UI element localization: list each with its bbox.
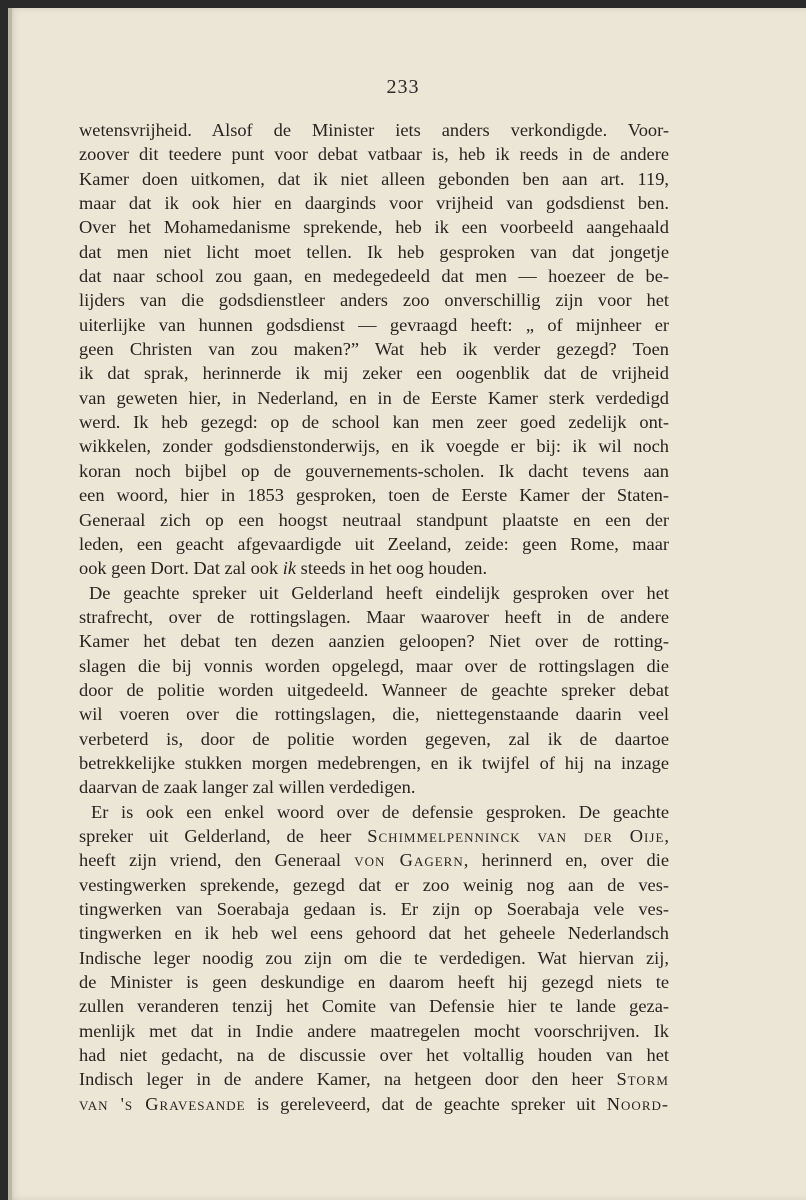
text-line: van geweten hier, in Nederland, en in de Eerste Kamer sterk verdedigd: [79, 387, 669, 408]
text-line: zullen veranderen tenzij het Comite van Defensie hier te lande geza-: [79, 996, 669, 1017]
text-run: Indisch leger in de andere Kamer, na hetgeen door den heer: [79, 1069, 617, 1090]
person-name: Storm: [616, 1069, 669, 1090]
text-run: ook geen Dort. Dat zal ook: [79, 558, 283, 579]
paragraph-3: [79, 800, 669, 1116]
text-line: betrekkelijke stukken morgen medebrengen, en ik twijfel of hij na inzage: [79, 752, 669, 773]
text-line: Kamer doen uitkomen, dat ik niet alleen gebonden ben aan art. 119,: [79, 168, 669, 189]
text-line: koran noch bijbel op de gouvernements-scholen. Ik dacht tevens aan: [79, 460, 669, 481]
text-run: is gereleveerd, dat de geachte spreker uit: [245, 1093, 607, 1114]
place-name: Noord-: [606, 1093, 670, 1114]
page-number: 233: [386, 76, 420, 98]
text-line: geen Christen van zou maken?” Wat heb ik verder gezegd? Toen: [79, 339, 669, 360]
text-line: De geachte spreker uit Gelderland heeft eindelijk gesproken over het: [89, 582, 669, 603]
text-line: werd. Ik heb gezegd: op de school kan men zeer goed zedelijk ont-: [79, 412, 669, 433]
text-run: steeds in het oog houden.: [296, 558, 488, 579]
text-line: Generaal zich op een hoogst neutraal standpunt plaatste en een der: [79, 509, 669, 530]
page-edge: [8, 8, 12, 1200]
text-line: dat naar school zou gaan, en medegedeeld dat men — hoezeer de be-: [79, 266, 669, 287]
paragraph-2: [79, 581, 669, 800]
text-line: wil voeren over die rottingslagen, die, niettegenstaande daarin veel: [79, 704, 669, 725]
person-name: Schimmelpenninck van der Oije: [367, 825, 665, 846]
text-line: strafrecht, over de rottingslagen. Maar waarover heeft in de andere: [79, 606, 669, 627]
text-line: tingwerken en ik heb wel eens gehoord dat het geheele Nederlandsch: [79, 923, 669, 944]
text-line: ik dat sprak, herinnerde ik mij zeker een oogenblik dat de vrijheid: [79, 363, 669, 384]
text-line: wetensvrijheid. Alsof de Minister iets anders verkondigde. Voor-: [79, 120, 669, 140]
text-line: tingwerken van Soerabaja gedaan is. Er zijn op Soerabaja vele ves-: [79, 899, 669, 919]
text-run: ,: [664, 825, 669, 846]
text-line: dat men niet licht moet tellen. Ik heb gesproken van dat jongetje: [79, 241, 669, 262]
text-line: menlijk met dat in Indie andere maatregelen mocht voorschrijven. Ik: [79, 1020, 669, 1041]
text-line: zoover dit teedere punt voor debat vatbaar is, heb ik reeds in de andere: [79, 144, 669, 165]
text-run: , herinnerd en, over die: [463, 850, 669, 871]
text-line: vestingwerken sprekende, gezegd dat er zoo weinig nog aan de ves-: [79, 874, 669, 895]
text-line: [79, 848, 669, 872]
text-line: [79, 556, 669, 580]
text-line: verbeterd is, door de politie worden gegeven, zal ik de daartoe: [79, 728, 669, 749]
text-run: spreker uit Gelderland, de heer: [79, 825, 368, 846]
text-line: Over het Mohamedanisme sprekende, heb ik een voorbeeld aangehaald: [79, 217, 669, 238]
italic-word: ik: [282, 558, 297, 579]
text-line: [79, 1092, 669, 1116]
text-line: Indische leger noodig zou zijn om die te verdedigen. Wat hiervan zij,: [79, 947, 669, 968]
text-line: maar dat ik ook hier en daarginds voor vrijheid van godsdienst ben.: [79, 193, 669, 214]
person-name: von Gagern: [354, 850, 464, 871]
text-line: de Minister is geen deskundige en daarom heeft hij gezegd niets te: [79, 972, 669, 993]
text-line: [79, 1067, 669, 1091]
paragraph-1: [79, 118, 669, 581]
text-line: slagen die bij vonnis worden opgelegd, maar over de rottingslagen die: [79, 655, 669, 676]
text-line: een woord, hier in 1853 gesproken, toen de Eerste Kamer der Staten-: [79, 485, 669, 506]
body-text: [79, 118, 669, 1116]
text-line: uiterlijke van hunnen godsdienst — gevraagd heeft: „ of mijnheer er: [79, 314, 669, 335]
text-line: wikkelen, zonder godsdienstonderwijs, en ik voegde er bij: ik wil noch: [79, 436, 669, 457]
text-run: heeft zijn vriend, den Generaal: [79, 850, 355, 871]
text-line: had niet gedacht, na de discussie over het voltallig houden van het: [79, 1045, 669, 1066]
text-line: [79, 824, 669, 848]
text-line: daarvan de zaak langer zal willen verdedigen.: [79, 777, 416, 798]
person-name: van 's Gravesande: [79, 1093, 246, 1114]
text-line: Kamer het debat ten dezen aanzien geloopen? Niet over de rotting-: [79, 631, 669, 652]
text-line: lijders van die godsdienstleer anders zoo onverschillig zijn voor het: [79, 290, 669, 311]
text-line: door de politie worden uitgedeeld. Wanneer de geachte spreker debat: [79, 679, 669, 700]
text-line: leden, een geacht afgevaardigde uit Zeeland, zeide: geen Rome, maar: [79, 533, 669, 554]
text-line: Er is ook een enkel woord over de defensie gesproken. De geachte: [91, 801, 669, 822]
